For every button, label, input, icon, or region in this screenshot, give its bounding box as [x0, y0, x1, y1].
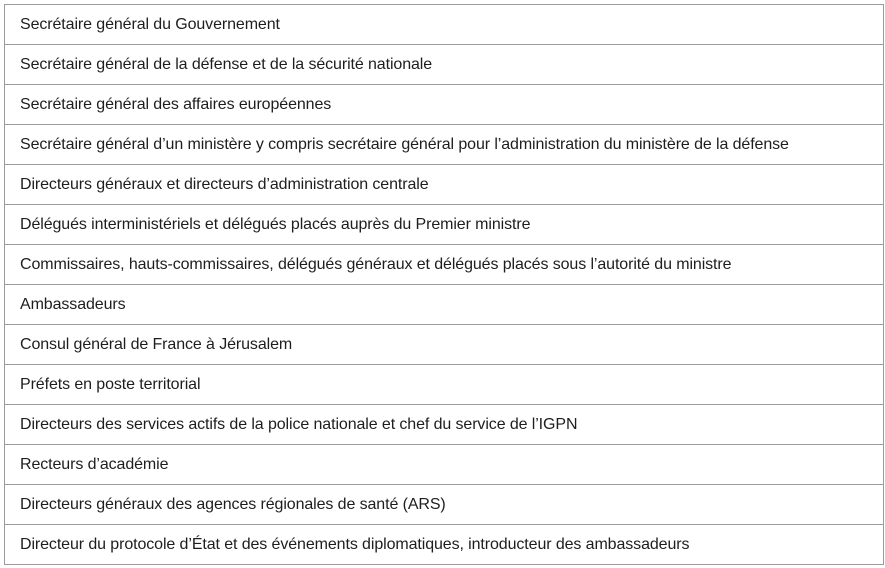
table-cell: Directeur du protocole d’État et des événements diplomatiques, introducteur des ambassadeurs	[20, 535, 690, 553]
table-cell: Consul général de France à Jérusalem	[20, 335, 293, 353]
table-cell: Secrétaire général d’un ministère y compris secrétaire général pour l’administration du ministère de la défense	[20, 135, 789, 153]
table-row	[5, 85, 883, 125]
table-cell: Délégués interministériels et délégués placés auprès du Premier ministre	[20, 215, 531, 233]
table-row	[5, 285, 883, 325]
table-row	[5, 5, 883, 45]
table-row	[5, 525, 883, 565]
table-row	[5, 365, 883, 405]
table-row	[5, 165, 883, 205]
table-row	[5, 45, 883, 85]
table-cell: Secrétaire général des affaires européennes	[20, 95, 332, 113]
table-row	[5, 405, 883, 445]
table-row	[5, 445, 883, 485]
table-row	[5, 125, 883, 165]
table-cell: Commissaires, hauts-commissaires, délégués généraux et délégués placés sous l’autorité du ministre	[20, 255, 732, 273]
table-row	[5, 205, 883, 245]
table-cell: Secrétaire général de la défense et de la sécurité nationale	[20, 55, 433, 73]
table-row	[5, 245, 883, 285]
table-cell: Secrétaire général du Gouvernement	[20, 15, 280, 33]
table-cell: Directeurs généraux des agences régionales de santé (ARS)	[20, 495, 446, 513]
table-cell: Directeurs généraux et directeurs d’administration centrale	[20, 175, 429, 193]
table-row	[5, 485, 883, 525]
positions-table	[4, 4, 884, 565]
table-cell: Ambassadeurs	[20, 295, 126, 313]
table-row	[5, 325, 883, 365]
table-cell: Recteurs d’académie	[20, 455, 169, 473]
table-cell: Directeurs des services actifs de la police nationale et chef du service de l’IGPN	[20, 415, 578, 433]
table-cell: Préfets en poste territorial	[20, 375, 201, 393]
